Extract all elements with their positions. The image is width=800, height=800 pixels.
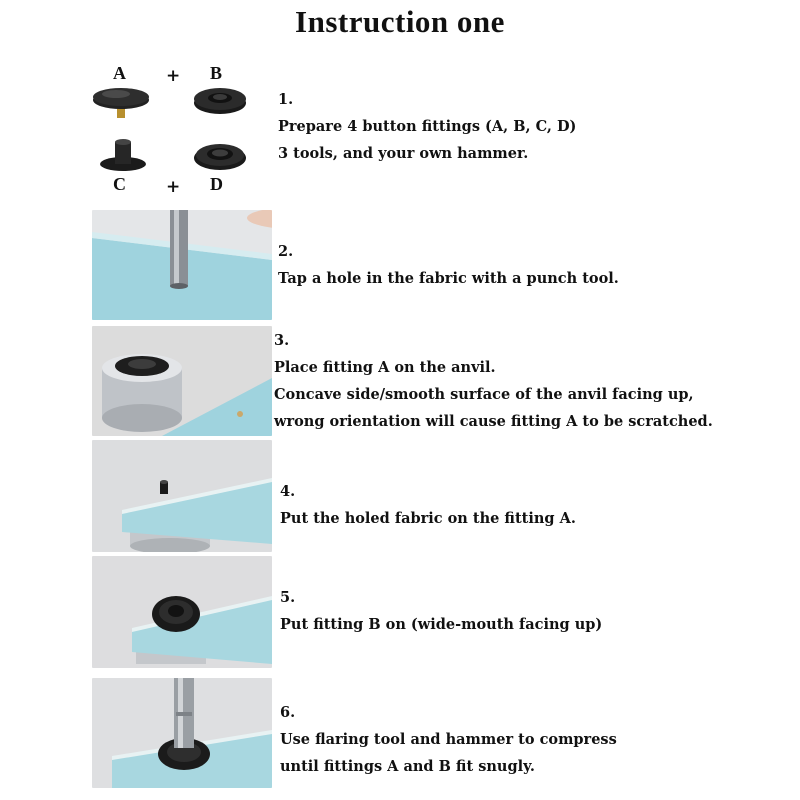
step-line: Put the holed fabric on the fitting A. (280, 510, 576, 527)
step-line: until fittings A and B fit snugly. (280, 758, 535, 775)
step-6 (280, 699, 617, 780)
fitting-d-icon (192, 140, 248, 172)
step-line: Place fitting A on the anvil. (274, 359, 496, 376)
step-3 (274, 327, 713, 435)
step-1 (278, 86, 576, 167)
step-number: 1. (278, 91, 294, 108)
step-line: Use flaring tool and hammer to compress (280, 731, 617, 748)
step-line: Tap a hole in the fabric with a punch tool. (278, 270, 619, 287)
step-line: Concave side/smooth surface of the anvil facing up, (274, 386, 694, 403)
fitting-label-a: A (113, 63, 126, 83)
step-number: 5. (280, 589, 296, 606)
plus-sign: + (166, 66, 181, 86)
fitting-c-icon (98, 138, 148, 172)
step-number: 2. (278, 243, 294, 260)
step-line: Put fitting B on (wide-mouth facing up) (280, 616, 603, 633)
step-6-photo (92, 678, 272, 788)
step-4-photo (92, 440, 272, 552)
plus-sign: + (166, 177, 181, 197)
fitting-a-icon (90, 84, 152, 120)
page-title: Instruction one (295, 4, 505, 39)
step-2 (278, 238, 619, 292)
step-line: 3 tools, and your own hammer. (278, 145, 529, 162)
step-number: 3. (274, 332, 290, 349)
step-2-photo (92, 210, 272, 320)
fitting-b-icon (192, 86, 248, 116)
step-5 (280, 584, 602, 638)
step-4 (280, 478, 576, 532)
step-5-photo (92, 556, 272, 668)
fitting-label-b: B (210, 63, 223, 83)
step-line: Prepare 4 button fittings (A, B, C, D) (278, 118, 577, 135)
step-number: 6. (280, 704, 296, 721)
fitting-label-c: C (113, 174, 126, 194)
step-line: wrong orientation will cause fitting A to be scratched. (274, 413, 713, 430)
fitting-label-d: D (210, 174, 223, 194)
step-3-photo (92, 326, 272, 436)
step-number: 4. (280, 483, 296, 500)
